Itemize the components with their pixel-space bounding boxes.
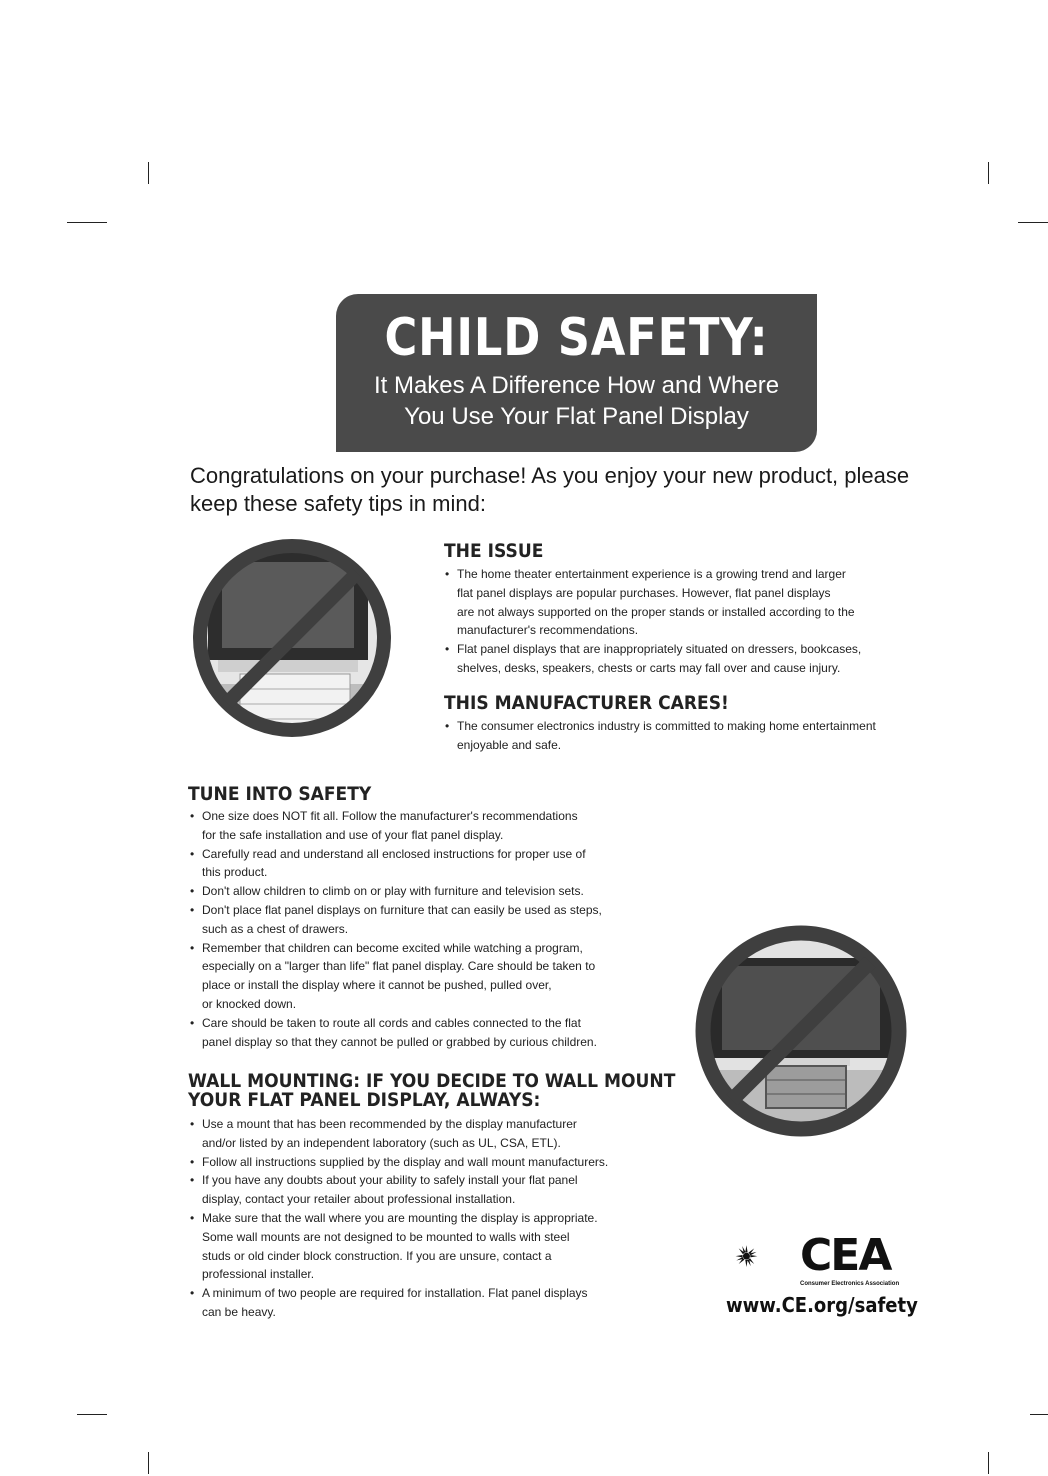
subtitle-line: You Use Your Flat Panel Display: [404, 403, 749, 430]
list-item-line: • Carefully read and understand all enclosed instructions for proper use of: [202, 846, 586, 861]
list-item-line: for the safe installation and use of your flat panel display.: [202, 827, 504, 842]
wall-heading: [188, 1072, 675, 1110]
list-item-line: • Use a mount that has been recommended by the display manufacturer: [202, 1117, 577, 1131]
prohibited-tv-on-crate-image: [690, 920, 912, 1142]
crop-mark: [67, 222, 107, 223]
list-item: [189, 1171, 649, 1209]
list-item: [444, 717, 914, 755]
cares-heading: THIS MANUFACTURER CARES!: [444, 692, 729, 714]
safety-url: www.CE.org/safety: [726, 1293, 918, 1317]
list-item-line: professional installer.: [202, 1267, 315, 1282]
list-item-line: • Care should be taken to route all cords and cables connected to the flat: [202, 1015, 581, 1030]
list-item-line: are not always supported on the proper stands or installed according to the: [457, 604, 855, 619]
list-item-line: • Flat panel displays that are inappropriately situated on dressers, bookcases,: [457, 642, 862, 657]
intro-line: Congratulations on your purchase! As you enjoy your new product, please: [190, 463, 910, 488]
list-item-line: • Don't allow children to climb on or play with furniture and television sets.: [202, 884, 584, 899]
list-item: [189, 1284, 649, 1322]
crop-mark: [77, 1414, 107, 1415]
intro-line: keep these safety tips in mind:: [190, 491, 486, 516]
list-item: [189, 1115, 649, 1153]
list-item: [189, 807, 649, 845]
list-item-line: • Follow all instructions supplied by the display and wall mount manufacturers.: [202, 1154, 609, 1169]
crop-mark: [1030, 1414, 1048, 1415]
wall-list: [189, 1115, 649, 1322]
list-item-line: • A minimum of two people are required for installation. Flat panel displays: [202, 1286, 588, 1301]
crop-mark: [988, 1452, 989, 1474]
list-item-line: enjoyable and safe.: [457, 737, 562, 752]
list-item: [189, 845, 649, 883]
list-item-line: shelves, desks, speakers, chests or carts may fall over and cause injury.: [457, 660, 841, 675]
list-item-line: • One size does NOT fit all. Follow the manufacturer's recommendations: [202, 809, 578, 823]
crop-mark: [1018, 222, 1048, 223]
list-item-line: • The consumer electronics industry is committed to making home entertainment: [457, 719, 876, 733]
list-item: [189, 882, 649, 901]
wall-heading-line: WALL MOUNTING: IF YOU DECIDE TO WALL MOUNT: [188, 1070, 676, 1092]
wall-heading-line: YOUR FLAT PANEL DISPLAY, ALWAYS:: [188, 1089, 541, 1111]
list-item-line: • Make sure that the wall where you are mounting the display is appropriate.: [202, 1210, 598, 1225]
tune-list: [189, 807, 649, 1051]
issue-heading: THE ISSUE: [444, 540, 544, 562]
subtitle-line: It Makes A Difference How and Where: [373, 372, 780, 399]
intro-text: [190, 462, 910, 518]
list-item-line: panel display so that they cannot be pulled or grabbed by curious children.: [202, 1034, 597, 1049]
list-item-line: manufacturer's recommendations.: [457, 623, 639, 638]
list-item-line: can be heavy.: [202, 1304, 276, 1319]
list-item-line: and/or listed by an independent laboratory (such as UL, CSA, ETL).: [202, 1135, 561, 1150]
list-item-line: such as a chest of drawers.: [202, 921, 349, 936]
cea-tagline: Consumer Electronics Association: [800, 1281, 900, 1287]
list-item-line: • Don't place flat panel displays on furniture that can easily be used as steps,: [202, 902, 602, 917]
issue-list: [444, 565, 914, 678]
list-item: [189, 939, 649, 1014]
list-item-line: • If you have any doubts about your ability to safely install your flat panel: [202, 1173, 578, 1188]
page-subtitle: [336, 370, 817, 432]
list-item-line: especially on a "larger than life" flat panel display. Care should be taken to: [202, 959, 596, 974]
list-item-line: • Remember that children can become excited while watching a program,: [202, 940, 583, 955]
crop-mark: [148, 1452, 149, 1474]
list-item-line: studs or old cinder block construction. If you are unsure, contact a: [202, 1248, 552, 1263]
list-item-line: • The home theater entertainment experience is a growing trend and larger: [457, 567, 846, 581]
list-item-line: place or install the display where it cannot be pushed, pulled over,: [202, 978, 552, 993]
title-banner: [336, 294, 817, 452]
cea-logo-text: CEA: [800, 1230, 891, 1281]
list-item: [189, 901, 649, 939]
list-item-line: or knocked down.: [202, 996, 297, 1011]
list-item: [444, 640, 914, 678]
list-item: [189, 1014, 649, 1052]
list-item: [189, 1209, 649, 1284]
list-item-line: this product.: [202, 865, 268, 880]
crop-mark: [148, 162, 149, 184]
tune-heading: TUNE INTO SAFETY: [188, 783, 372, 805]
prohibited-tv-on-dresser-image: [188, 534, 396, 742]
list-item-line: flat panel displays are popular purchases. However, flat panel displays: [457, 585, 831, 600]
cares-list: [444, 717, 914, 755]
list-item: [444, 565, 914, 640]
cea-starburst-icon: [734, 1232, 804, 1292]
list-item-line: Some wall mounts are not designed to be mounted to walls with steel: [202, 1229, 570, 1244]
crop-mark: [988, 162, 989, 184]
list-item: [189, 1153, 649, 1172]
page-title: CHILD SAFETY:: [384, 308, 769, 368]
list-item-line: display, contact your retailer about professional installation.: [202, 1192, 516, 1207]
